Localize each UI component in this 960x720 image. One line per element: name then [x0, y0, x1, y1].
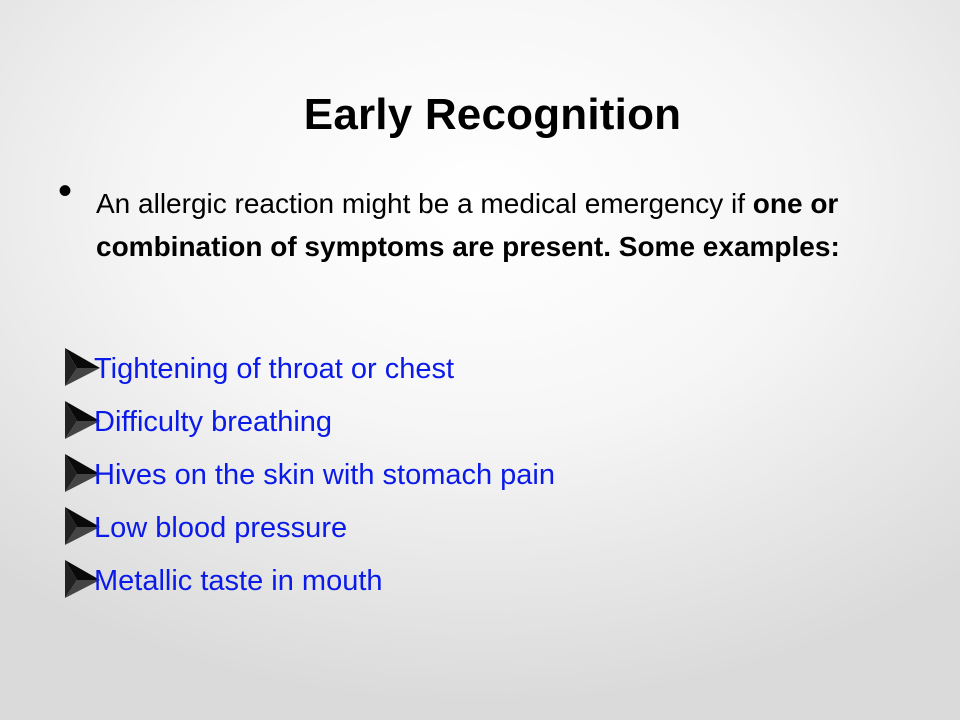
- symptom-text: Low blood pressure: [94, 512, 348, 544]
- symptom-item: [62, 555, 882, 608]
- slide-title: Early Recognition: [303, 90, 682, 139]
- symptom-text: Hives on the skin with stomach pain: [94, 459, 555, 491]
- intro-bold-1: one or combination of symptoms are present.: [96, 188, 839, 262]
- intro-text-2: [611, 231, 619, 262]
- symptom-item: [62, 396, 882, 449]
- symptom-text: Metallic taste in mouth: [94, 565, 383, 597]
- symptom-text: Tightening of throat or chest: [94, 353, 455, 385]
- symptom-text: Difficulty breathing: [94, 406, 333, 438]
- intro-paragraph: [96, 182, 856, 268]
- intro-text-1: An allergic reaction might be a medical emergency if: [96, 188, 753, 219]
- intro-bold-2: Some examples:: [618, 231, 840, 262]
- symptom-item: [62, 343, 882, 396]
- bullet-dot: •: [58, 169, 73, 213]
- symptom-list: [62, 343, 882, 608]
- symptom-item: [62, 449, 882, 502]
- symptom-item: [62, 502, 882, 555]
